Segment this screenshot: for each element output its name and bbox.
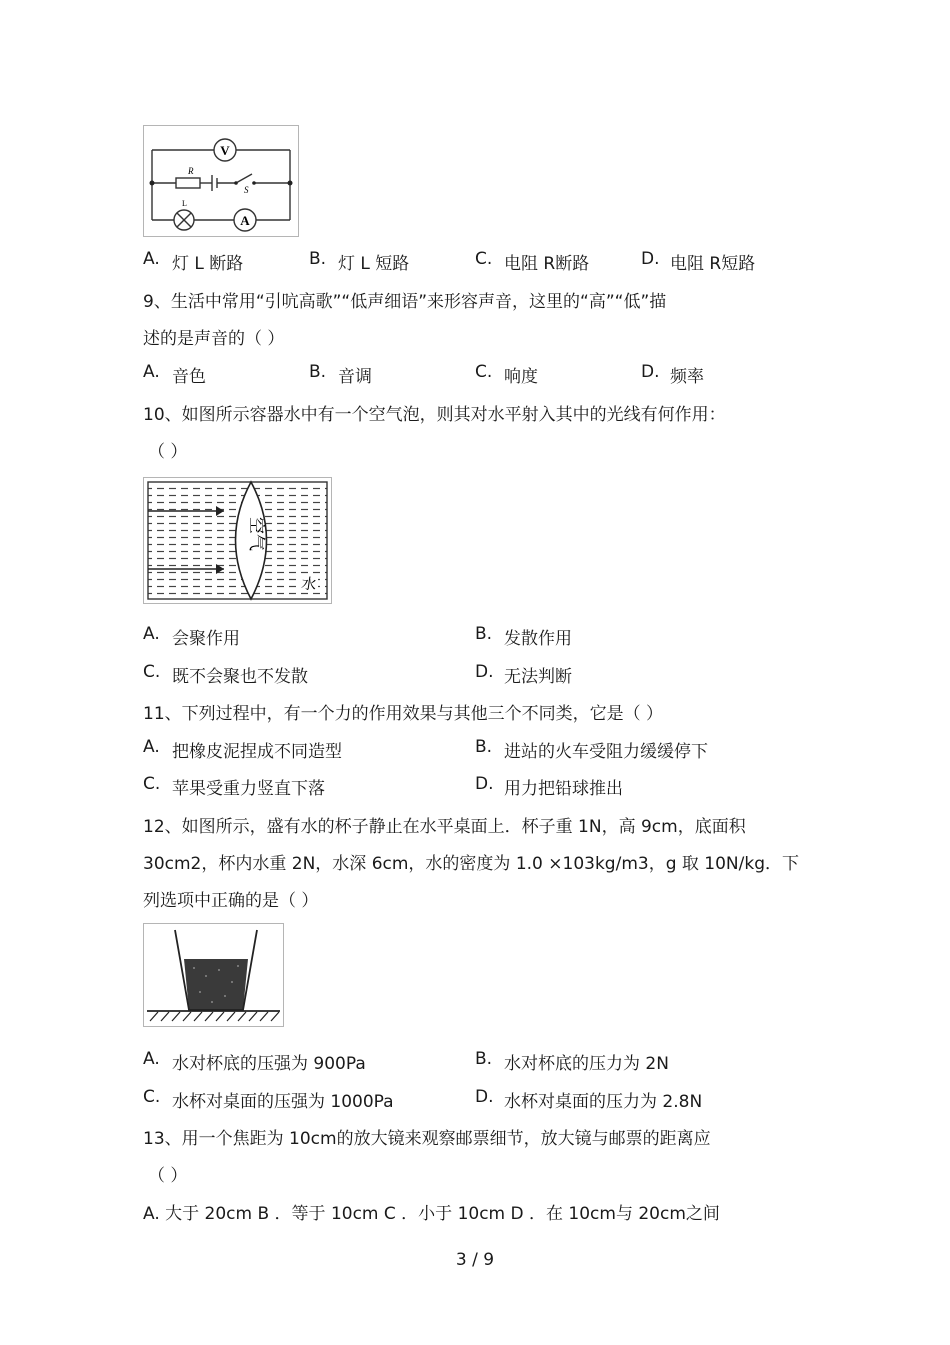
q12-option-d-key: D. bbox=[475, 1087, 494, 1107]
air-bubble-figure bbox=[143, 477, 332, 604]
q9-option-c: 响度 bbox=[504, 367, 538, 387]
q10-stem-line2: （ ） bbox=[148, 442, 188, 462]
q12-option-a-key: A. bbox=[143, 1049, 160, 1069]
q8-option-a: 灯 L 断路 bbox=[172, 254, 244, 274]
q12-option-a: 水对杯底的压强为 900Pa bbox=[172, 1054, 366, 1074]
q11-option-a-key: A. bbox=[143, 737, 160, 757]
q9-option-c-key: C. bbox=[475, 362, 493, 382]
q10-option-d-key: D. bbox=[475, 662, 494, 682]
q12-option-b-key: B. bbox=[475, 1049, 493, 1069]
q11-stem: 11、下列过程中，有一个力的作用效果与其他三个不同类，它是（ ） bbox=[143, 704, 664, 724]
q11-option-b-key: B. bbox=[475, 737, 493, 757]
q13-options: A. 大于 20cm B ．等于 10cm C ．小于 10cm D ．在 10cm与 20cm之间 bbox=[143, 1204, 720, 1224]
q11-option-c: 苹果受重力竖直下落 bbox=[172, 779, 325, 799]
water-label: 水 bbox=[300, 574, 318, 594]
voltmeter-label: V bbox=[220, 143, 230, 158]
air-label: 空气 bbox=[246, 517, 266, 551]
q10-option-a: 会聚作用 bbox=[172, 629, 240, 649]
ammeter-label: A bbox=[240, 213, 250, 228]
q9-stem-line2: 述的是声音的（ ） bbox=[143, 329, 285, 349]
q12-stem-line1: 12、如图所示，盛有水的杯子静止在水平桌面上．杯子重 1N，高 9cm，底面积 bbox=[143, 817, 746, 837]
cup-on-table-figure bbox=[143, 923, 284, 1027]
q12-option-c: 水杯对桌面的压强为 1000Pa bbox=[172, 1092, 394, 1112]
q8-option-d-key: D. bbox=[641, 249, 660, 269]
q10-option-b: 发散作用 bbox=[504, 629, 572, 649]
q10-option-d: 无法判断 bbox=[504, 667, 572, 687]
q9-option-d: 频率 bbox=[670, 367, 704, 387]
q10-stem-line1: 10、如图所示容器水中有一个空气泡，则其对水平射入其中的光线有何作用： bbox=[143, 405, 726, 425]
q12-stem-line3: 列选项中正确的是（ ） bbox=[143, 891, 319, 911]
q13-stem-line1: 13、用一个焦距为 10cm的放大镜来观察邮票细节，放大镜与邮票的距离应 bbox=[143, 1129, 711, 1149]
q9-option-a-key: A. bbox=[143, 362, 160, 382]
q12-option-b: 水对杯底的压力为 2N bbox=[504, 1054, 669, 1074]
switch-label: S bbox=[244, 185, 249, 195]
q12-stem-line2: 30cm2，杯内水重 2N，水深 6cm，水的密度为 1.0 ×103kg/m3，g 取 10N/kg．下 bbox=[143, 854, 800, 874]
page-number: 3 / 9 bbox=[455, 1250, 495, 1270]
q9-stem-line1: 9、生活中常用“引吭高歌”“低声细语”来形容声音，这里的“高”“低”描 bbox=[143, 292, 667, 312]
q9-option-b-key: B. bbox=[309, 362, 327, 382]
q13-stem-line2: （ ） bbox=[148, 1166, 188, 1186]
q8-option-d: 电阻 R短路 bbox=[670, 254, 756, 274]
lamp-label: L bbox=[182, 199, 187, 208]
q8-option-a-key: A. bbox=[143, 249, 160, 269]
q8-option-c-key: C. bbox=[475, 249, 493, 269]
q10-option-a-key: A. bbox=[143, 624, 160, 644]
q9-option-a: 音色 bbox=[172, 367, 206, 387]
q10-option-b-key: B. bbox=[475, 624, 493, 644]
q8-option-b: 灯 L 短路 bbox=[338, 254, 410, 274]
q10-option-c: 既不会聚也不发散 bbox=[172, 667, 308, 687]
q11-option-a: 把橡皮泥捏成不同造型 bbox=[172, 742, 342, 762]
q10-option-c-key: C. bbox=[143, 662, 161, 682]
q11-option-c-key: C. bbox=[143, 774, 161, 794]
q12-option-c-key: C. bbox=[143, 1087, 161, 1107]
q11-option-b: 进站的火车受阻力缓缓停下 bbox=[504, 742, 708, 762]
q9-option-b: 音调 bbox=[338, 367, 372, 387]
q9-option-d-key: D. bbox=[641, 362, 660, 382]
q8-option-b-key: B. bbox=[309, 249, 327, 269]
q11-option-d-key: D. bbox=[475, 774, 494, 794]
circuit-figure bbox=[143, 125, 299, 237]
q8-option-c: 电阻 R断路 bbox=[504, 254, 590, 274]
q12-option-d: 水杯对桌面的压力为 2.8N bbox=[504, 1092, 703, 1112]
resistor-label: R bbox=[188, 166, 194, 176]
q11-option-d: 用力把铅球推出 bbox=[504, 779, 623, 799]
